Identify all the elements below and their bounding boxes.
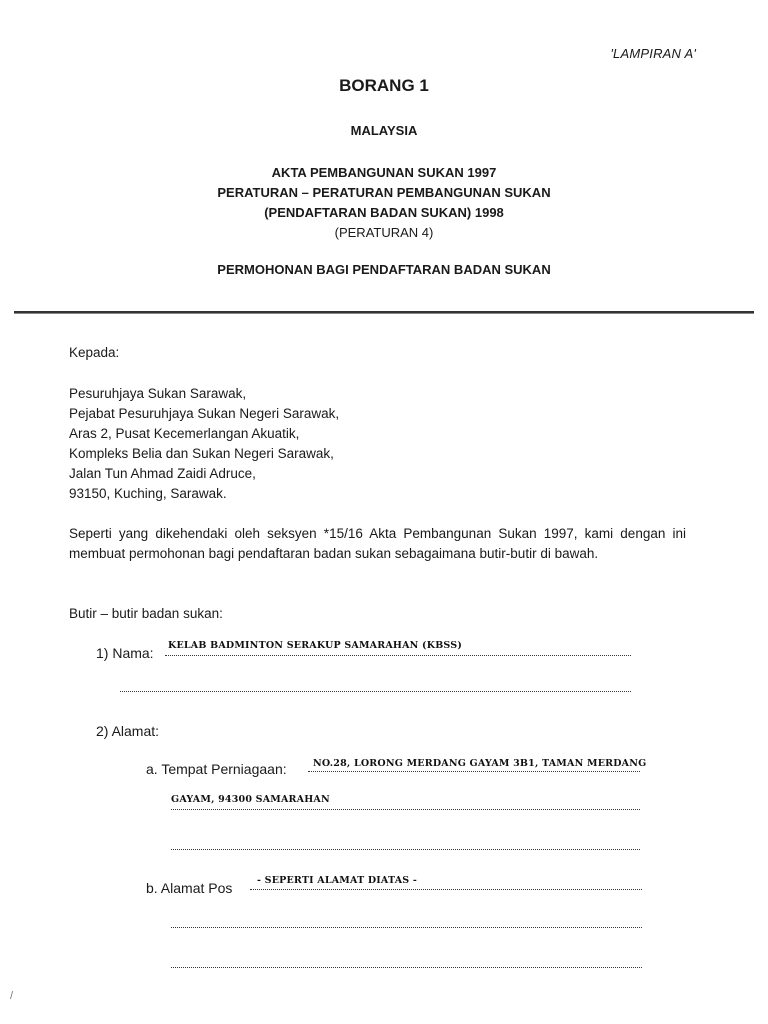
business-address-value[interactable]: NO.28, LORONG MERDANG GAYAM 3B1, TAMAN MERDANG xyxy=(313,758,647,769)
address-line: Pesuruhjaya Sukan Sarawak, xyxy=(69,386,247,401)
name-field-line-2[interactable] xyxy=(120,691,631,692)
divider-line xyxy=(14,311,754,314)
postal-address-field-line[interactable] xyxy=(250,889,642,890)
business-address-value-2[interactable]: GAYAM, 94300 SAMARAHAN xyxy=(171,794,330,805)
postal-address-field-line-2[interactable] xyxy=(171,927,642,928)
postal-address-field-line-3[interactable] xyxy=(171,967,642,968)
name-value[interactable]: KELAB BADMINTON SERAKUP SAMARAHAN (KBSS) xyxy=(168,640,463,651)
address-line: Pejabat Pesuruhjaya Sukan Negeri Sarawak, xyxy=(69,406,340,421)
address-label: 2) Alamat: xyxy=(96,723,160,739)
act-title-line: AKTA PEMBANGUNAN SUKAN 1997 xyxy=(271,165,497,180)
business-address-label: a. Tempat Perniagaan: xyxy=(146,761,287,777)
form-heading: PERMOHONAN BAGI PENDAFTARAN BADAN SUKAN xyxy=(217,262,551,277)
attachment-label: 'LAMPIRAN A' xyxy=(610,46,696,61)
name-field-line[interactable] xyxy=(165,655,631,656)
postal-address-value[interactable]: - SEPERTI ALAMAT DIATAS - xyxy=(257,875,418,886)
business-address-field-line[interactable] xyxy=(308,771,640,772)
name-label: 1) Nama: xyxy=(96,645,154,661)
scan-speck: / xyxy=(10,990,14,1002)
postal-address-label: b. Alamat Pos xyxy=(146,880,233,896)
address-line: Aras 2, Pusat Kecemerlangan Akuatik, xyxy=(69,426,300,441)
address-line: Kompleks Belia dan Sukan Negeri Sarawak, xyxy=(69,446,334,461)
address-line: 93150, Kuching, Sarawak. xyxy=(69,486,227,501)
regulation-number: (PERATURAN 4) xyxy=(334,225,434,240)
recipient-address xyxy=(69,384,339,504)
business-address-field-line-3[interactable] xyxy=(171,849,640,850)
form-number: BORANG 1 xyxy=(339,76,429,95)
act-title-line: PERATURAN – PERATURAN PEMBANGUNAN SUKAN xyxy=(217,185,551,200)
details-heading: Butir – butir badan sukan: xyxy=(69,606,223,621)
country-heading: MALAYSIA xyxy=(350,123,418,138)
address-line: Jalan Tun Ahmad Zaidi Adruce, xyxy=(69,466,256,481)
act-title-block xyxy=(0,163,768,243)
request-paragraph: Seperti yang dikehendaki oleh seksyen *15/16 Akta Pembangunan Sukan 1997, kami dengan ini membuat permohonan bagi pendaftaran badan sukan sebagaimana butir-butir di bawah. xyxy=(69,526,686,561)
recipient-label: Kepada: xyxy=(69,345,120,360)
business-address-field-line-2[interactable] xyxy=(171,809,640,810)
act-title-line: (PENDAFTARAN BADAN SUKAN) 1998 xyxy=(264,205,504,220)
